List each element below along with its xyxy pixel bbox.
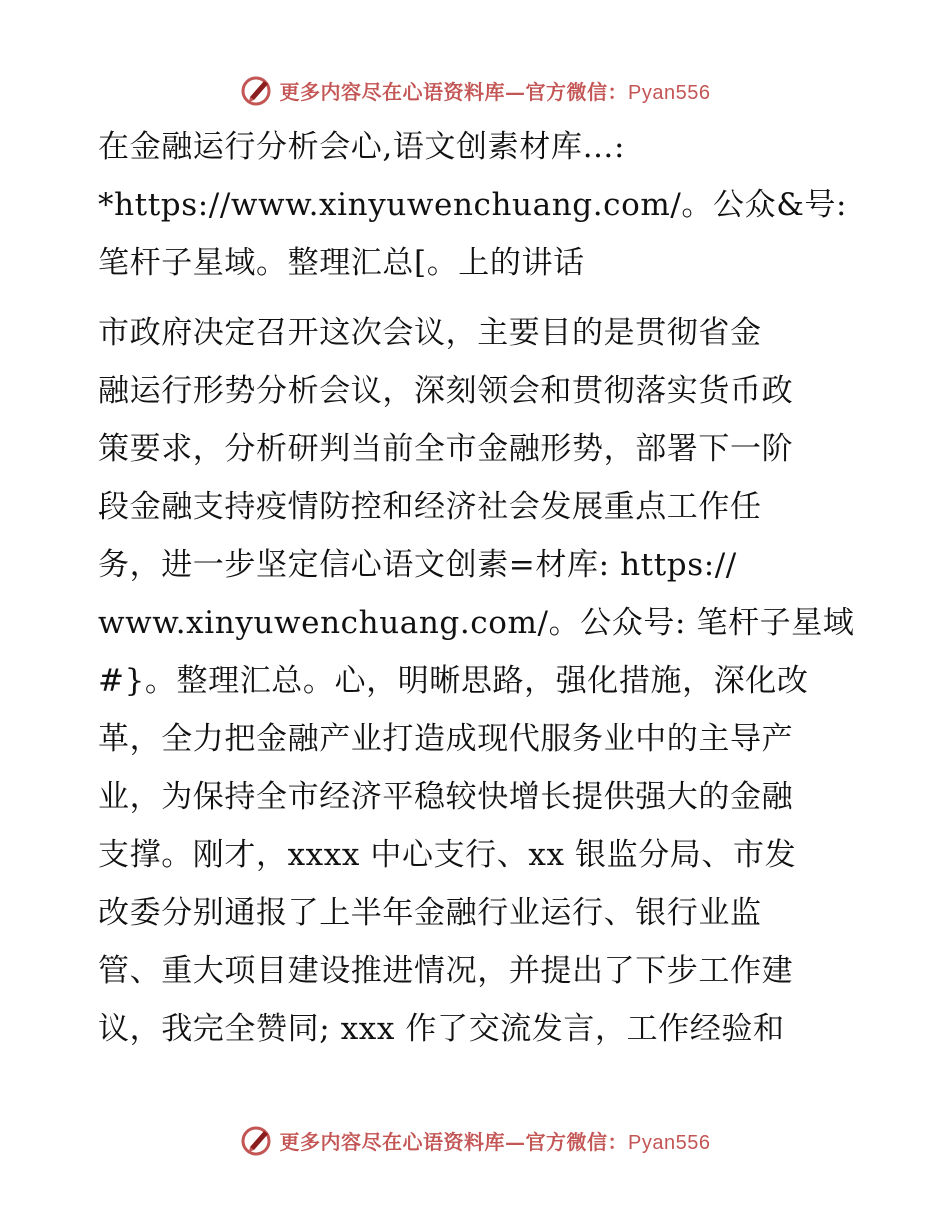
- banner-dash: —: [505, 79, 526, 104]
- text-line: #}。整理汇总。心，明晰思路，强化措施，深化改: [98, 663, 809, 699]
- banner-dash: —: [505, 1129, 526, 1154]
- banner-contact-value: Pyan556: [628, 1131, 711, 1154]
- document-body: [98, 118, 858, 1058]
- text-line: 改委分别通报了上半年金融行业运行、银行业监: [98, 895, 762, 931]
- text-line: www.xinyuwenchuang.com/。公众号: 笔杆子星域: [98, 605, 855, 641]
- banner-contact-label: 官方微信：: [525, 79, 629, 104]
- text-line: *https://www.xinyuwenchuang.com/。公众&号:: [98, 187, 848, 223]
- text-line: 策要求，分析研判当前全市金融形势，部署下一阶: [98, 431, 794, 467]
- text-line: 笔杆子星域。整理汇总[。上的讲话: [98, 245, 585, 281]
- text-line: 革，全力把金融产业打造成现代服务业中的主导产: [98, 721, 794, 757]
- paragraph-intro: [98, 118, 858, 292]
- banner-text: [280, 76, 711, 105]
- text-line: 管、重大项目建设推进情况，并提出了下步工作建: [98, 953, 794, 989]
- text-line: 议，我完全赞同; xxx 作了交流发言，工作经验和: [98, 1011, 785, 1047]
- paragraph-main: [98, 304, 858, 1058]
- banner-main-text: 更多内容尽在心语资料库: [279, 79, 506, 104]
- text-line: 在金融运行分析会心,语文创素材库…:: [98, 129, 626, 165]
- banner-main-text: 更多内容尽在心语资料库: [279, 1129, 506, 1154]
- paragraph-gap: [98, 292, 858, 304]
- text-line: 市政府决定召开这次会议，主要目的是贯彻省金: [98, 315, 762, 351]
- header-banner: [0, 70, 950, 110]
- banner-contact-label: 官方微信：: [525, 1129, 629, 1154]
- pen-logo-icon: [240, 73, 274, 107]
- banner-contact-value: Pyan556: [628, 81, 711, 104]
- banner-text: [280, 1126, 711, 1155]
- footer-banner: [0, 1120, 950, 1160]
- pen-logo-icon: [240, 1123, 274, 1157]
- text-line: 务，进一步坚定信心语文创素=材库: https://: [98, 547, 737, 583]
- text-line: 融运行形势分析会议，深刻领会和贯彻落实货币政: [98, 373, 794, 409]
- text-line: 支撑。刚才，xxxx 中心支行、xx 银监分局、市发: [98, 837, 797, 873]
- text-line: 业，为保持全市经济平稳较快增长提供强大的金融: [98, 779, 794, 815]
- text-line: 段金融支持疫情防控和经济社会发展重点工作任: [98, 489, 762, 525]
